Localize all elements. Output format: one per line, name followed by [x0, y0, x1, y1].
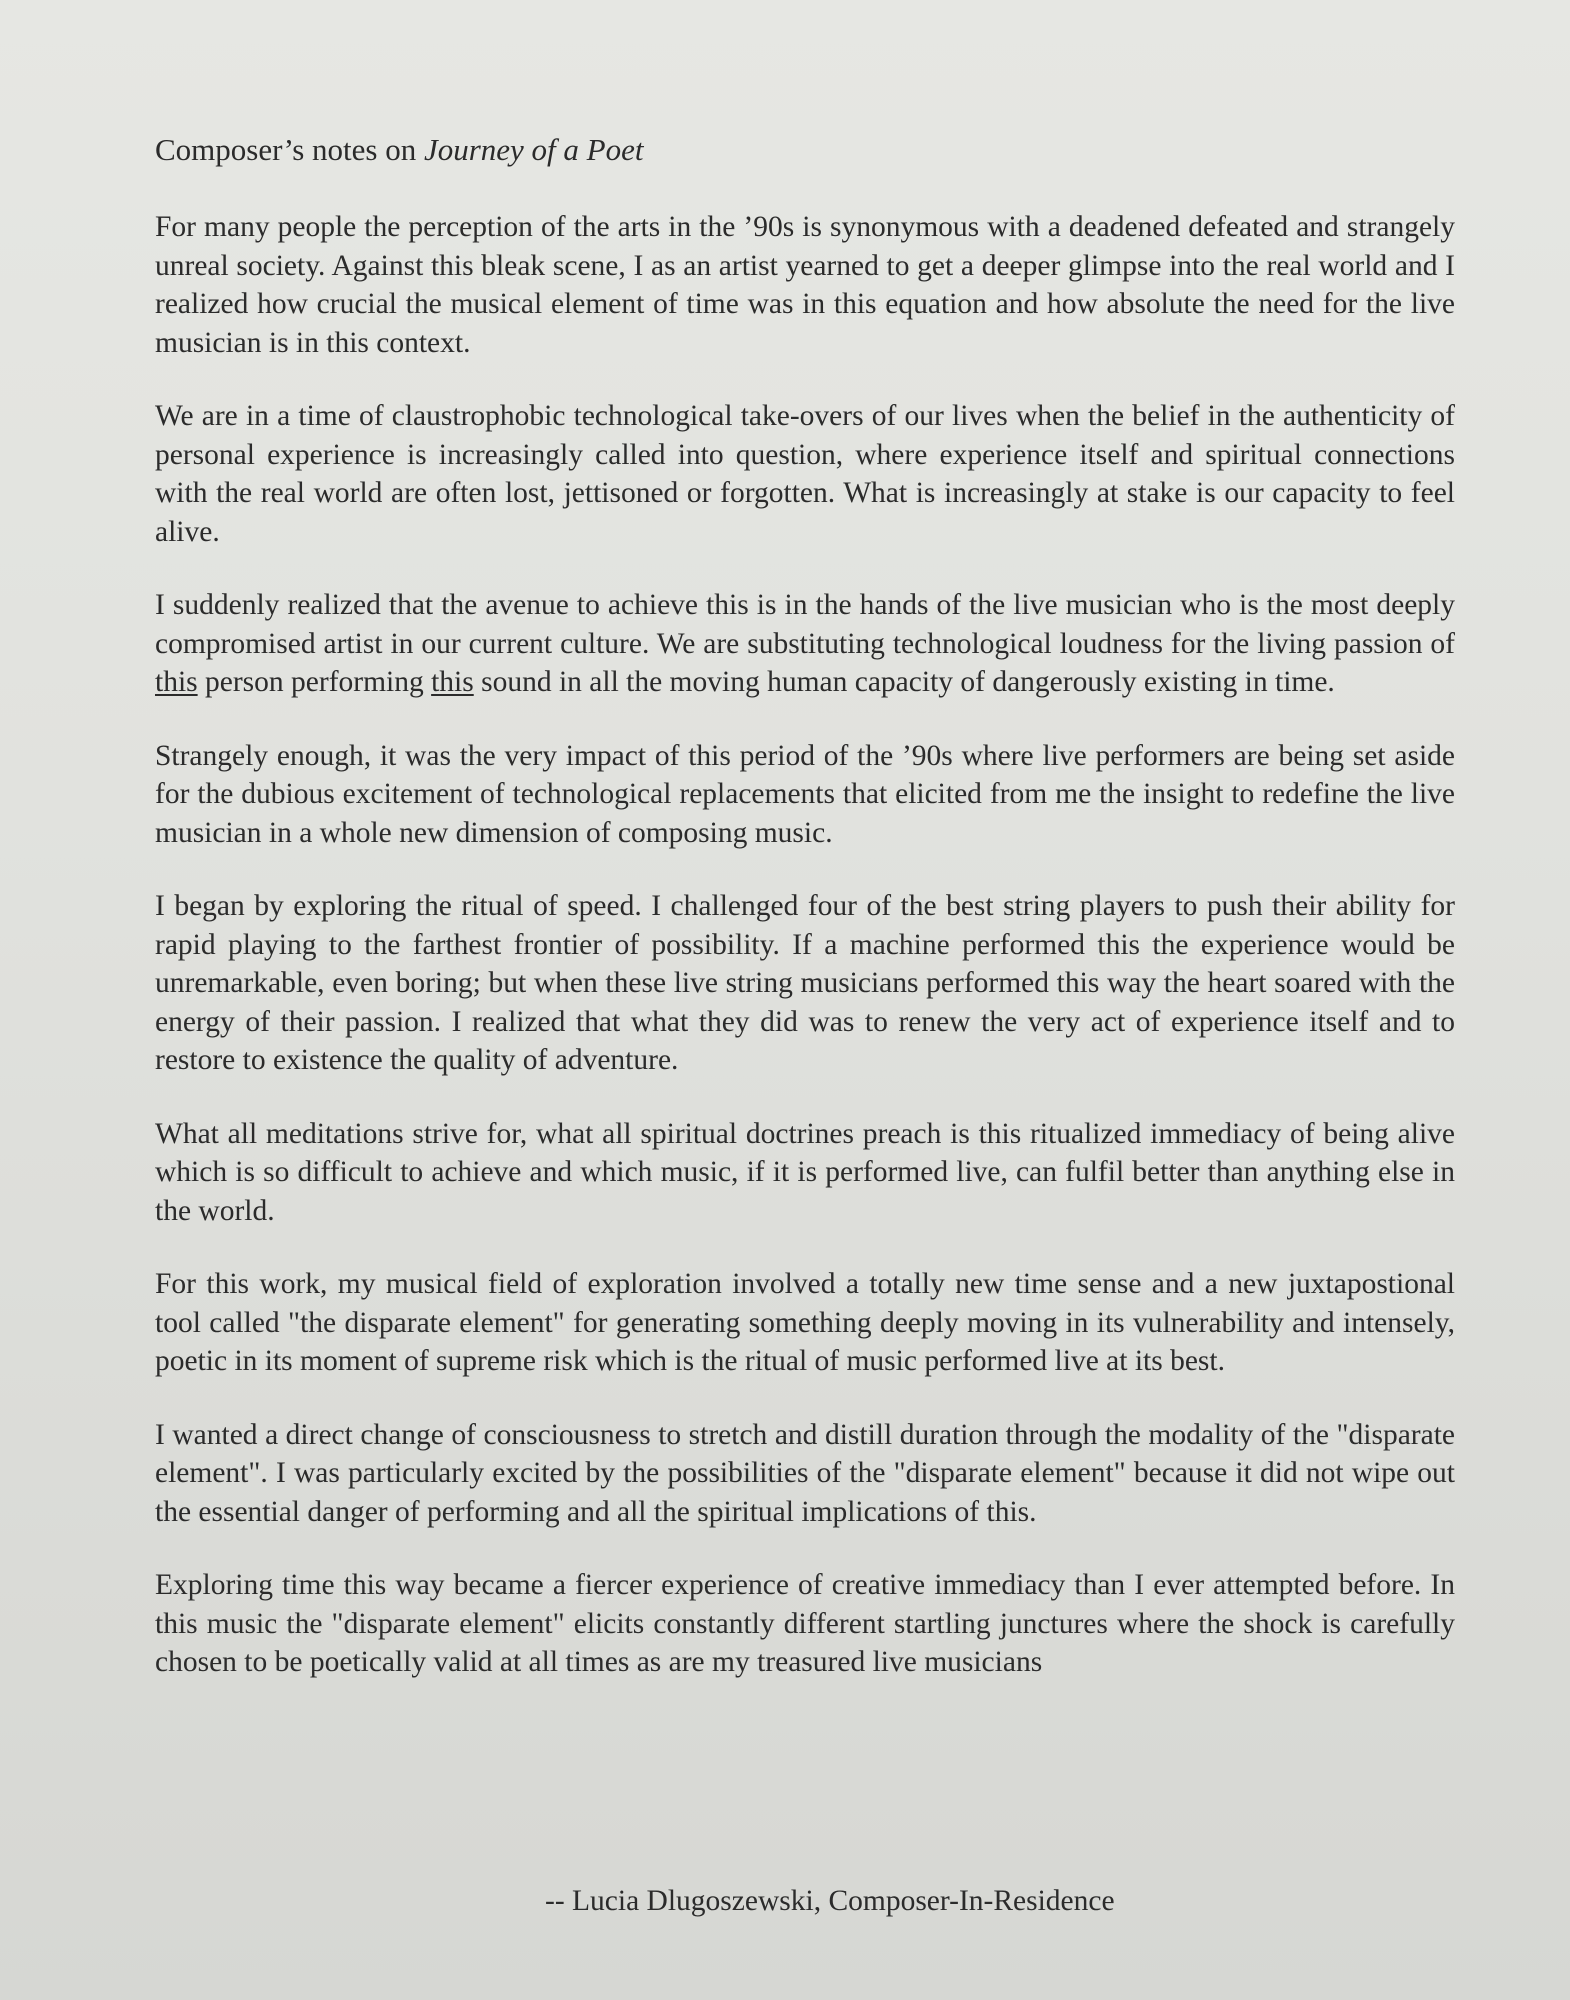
work-title: Journey of a Poet	[423, 132, 644, 167]
document-heading	[155, 130, 1455, 170]
paragraph-8: I wanted a direct change of consciousness to stretch and distill duration through the modality of the "disparate element". I was particularly excited by the possibilities of the "disparate element" because it did not wipe out the essential danger of performing and all the spiritual implications of this.	[155, 1418, 1455, 1528]
paragraph-9: Exploring time this way became a fiercer experience of creative immediacy than I ever attempted before. In this music the "disparate element" elicits constantly different startling junctures where the shock is carefully chosen to be poetically valid at all times as are my treasured live musicians	[155, 1569, 1455, 1678]
paragraph-1: For many people the perception of the arts in the ’90s is synonymous with a deadened defeated and strangely unreal society. Against this bleak scene, I as an artist yearned to get a deeper glimpse into the real world and I realized how crucial the musical element of time was in this equation and how absolute the need for the live musician is in this context.	[155, 211, 1455, 359]
paragraph-3	[155, 586, 1455, 702]
paragraph-2: We are in a time of claustrophobic technological take-overs of our lives when the belief in the authenticity of personal experience is increasingly called into question, where experience itself and spiritual connections with the real world are often lost, jettisoned or forgotten. What is increasingly at stake is our capacity to feel alive.	[155, 400, 1455, 548]
document-body	[155, 130, 1455, 1717]
paragraph-7: For this work, my musical field of exploration involved a totally new time sense and a new juxtapostional tool called "the disparate element" for generating something deeply moving in its vulnerability and intensely, poetic in its moment of supreme risk which is the ritual of music performed live at its best.	[155, 1268, 1455, 1377]
paragraph-4: Strangely enough, it was the very impact of this period of the ’90s where live performers are being set aside for the dubious excitement of technological replacements that elicited from me the insight to redefine the live musician in a whole new dimension of composing music.	[155, 739, 1455, 849]
paragraph-3-part-2: person performing	[197, 666, 432, 698]
paragraph-6: What all meditations strive for, what all spiritual doctrines preach is this ritualized immediacy of being alive which is so difficult to achieve and which music, if it is performed live, can fulfil better than anything else in the world.	[155, 1117, 1455, 1227]
paragraph-3-part-3: sound in all the moving human capacity of dangerously existing in time.	[473, 666, 1335, 698]
signature: -- Lucia Dlugoszewski, Composer-In-Residence	[545, 1885, 1115, 1917]
paragraph-3-part-1: I suddenly realized that the avenue to achieve this is in the hands of the live musician who is the most deeply compromised artist in our current culture. We are substituting technological loudness for the living passion of	[155, 589, 1455, 660]
heading-prefix: Composer’s notes on	[155, 132, 424, 167]
underlined-word-this-2: this	[431, 666, 474, 698]
paragraph-5: I began by exploring the ritual of speed. I challenged four of the best string players to push their ability for rapid playing to the farthest frontier of possibility. If a machine performed this the experience would be unremarkable, even boring; but when these live string musicians performed this way the heart soared with the energy of their passion. I realized that what they did was to renew the very act of experience itself and to restore to existence the quality of adventure.	[155, 890, 1455, 1076]
underlined-word-this-1: this	[155, 666, 198, 698]
